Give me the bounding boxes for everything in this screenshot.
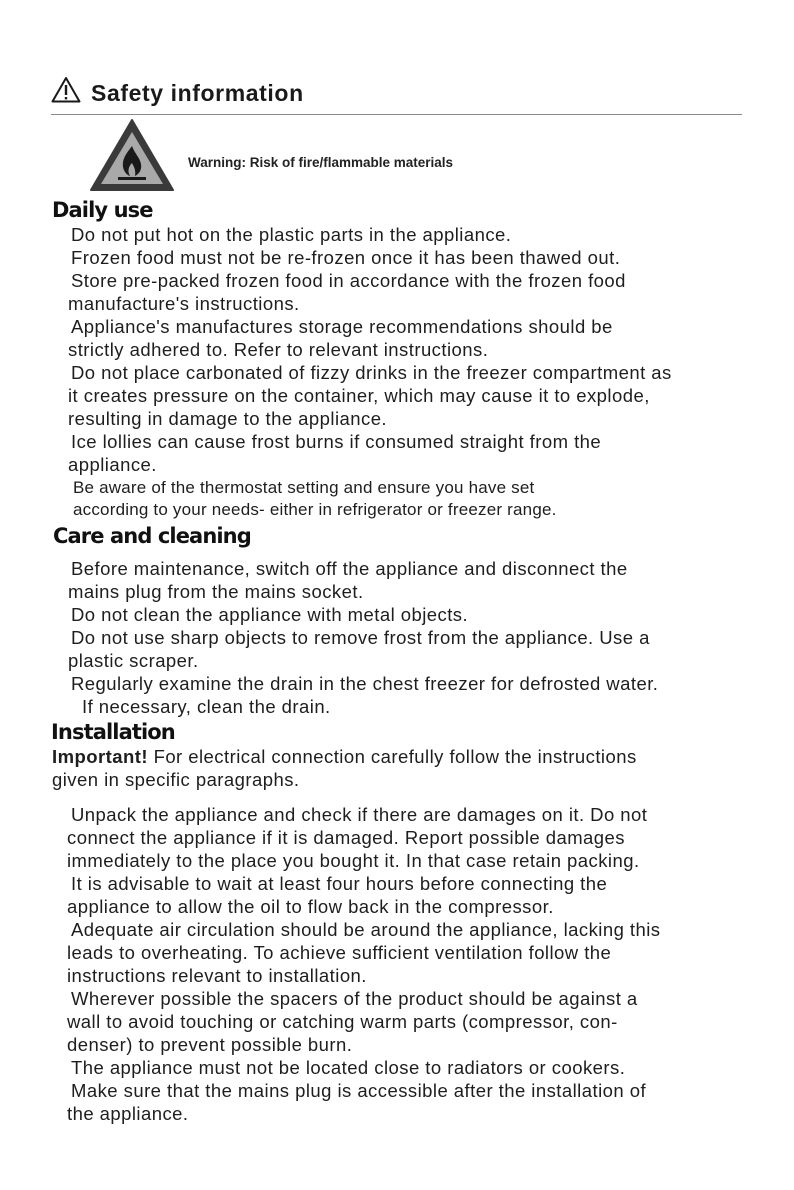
note-line: Be aware of the thermostat setting and ensure you have set [73,478,535,497]
list-item: Do not clean the appliance with metal objects. [71,604,469,625]
list-item-continuation: plastic scraper. [68,650,199,671]
list-item-continuation: wall to avoid touching or catching warm parts (compressor, con- [67,1011,618,1032]
list-item-continuation: instructions relevant to installation. [67,965,367,986]
list-item: Regularly examine the drain in the chest freezer for defrosted water. [71,673,659,694]
fire-warning-text: Warning: Risk of fire/flammable materials [188,155,454,170]
list-item: Wherever possible the spacers of the product should be against a [71,988,638,1009]
list-item: Make sure that the mains plug is accessible after the installation of [71,1080,647,1101]
important-continuation: given in specific paragraphs. [52,769,300,790]
list-item: Ice lollies can cause frost burns if consumed straight from the [71,431,602,452]
care-cleaning-list [68,557,658,718]
installation-heading: Installation [51,720,175,744]
list-item-continuation: leads to overheating. To achieve sufficient ventilation follow the [67,942,612,963]
list-item: Frozen food must not be re-frozen once it has been thawed out. [71,247,621,268]
list-item: Appliance's manufactures storage recommendations should be [71,316,613,337]
flammable-warning-icon [89,118,175,192]
list-item: Before maintenance, switch off the appliance and disconnect the [71,558,628,579]
list-item: Do not put hot on the plastic parts in the appliance. [71,224,512,245]
page-title: Safety information [91,80,304,106]
list-item: Unpack the appliance and check if there are damages on it. Do not [71,804,648,825]
list-item-continuation: the appliance. [67,1103,189,1124]
list-item-continuation: manufacture's instructions. [68,293,300,314]
note-line: according to your needs- either in refrigerator or freezer range. [73,500,557,519]
list-item-continuation: appliance to allow the oil to flow back in the compressor. [67,896,554,917]
list-item-continuation: strictly adhered to. Refer to relevant instructions. [68,339,489,360]
installation-list [67,803,661,1125]
list-item: Store pre-packed frozen food in accordance with the frozen food [71,270,626,291]
care-cleaning-heading: Care and cleaning [53,524,251,548]
list-item: Do not place carbonated of fizzy drinks in the freezer compartment as [71,362,672,383]
important-text: For electrical connection carefully follow the instructions [153,746,637,767]
important-note [52,745,637,791]
list-item-continuation: resulting in damage to the appliance. [68,408,388,429]
list-item: Adequate air circulation should be around the appliance, lacking this [71,919,661,940]
list-item-continuation: mains plug from the mains socket. [68,581,364,602]
list-item-continuation: connect the appliance if it is damaged. Report possible damages [67,827,625,848]
thermostat-note [73,477,557,521]
list-item-continuation: denser) to prevent possible burn. [67,1034,353,1055]
warning-triangle-icon [51,76,81,103]
list-item: The appliance must not be located close to radiators or cookers. [71,1057,626,1078]
important-label: Important! [52,746,148,767]
list-item: Do not use sharp objects to remove frost from the appliance. Use a [71,627,650,648]
important-line [52,745,637,768]
list-item: It is advisable to wait at least four hours before connecting the [71,873,608,894]
list-item-continuation: immediately to the place you bought it. In that case retain packing. [67,850,640,871]
list-item-continuation: appliance. [68,454,157,475]
list-item-continuation: it creates pressure on the container, which may cause it to explode, [68,385,650,406]
section-header [51,74,742,115]
daily-use-heading: Daily use [52,198,153,222]
list-item-continuation: If necessary, clean the drain. [82,696,331,717]
daily-use-list [68,223,672,476]
